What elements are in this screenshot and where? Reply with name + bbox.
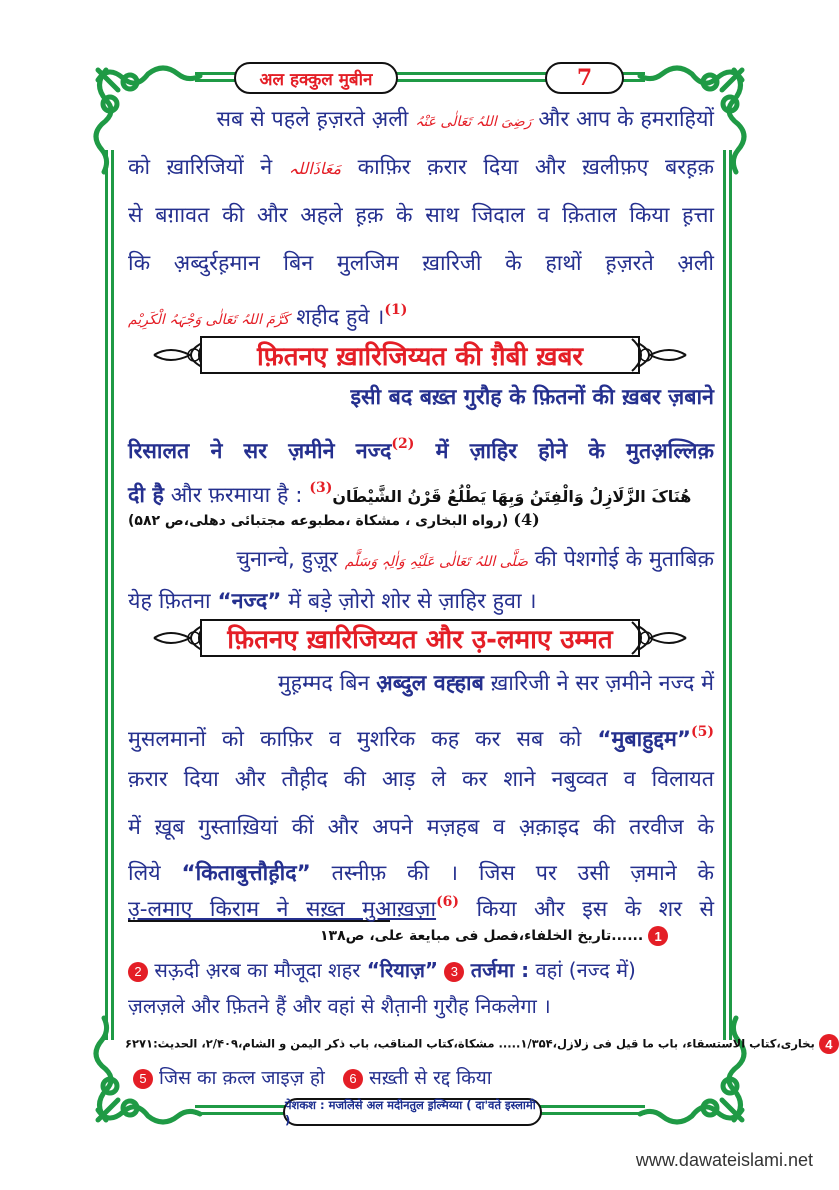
paragraph-3-line-1: चुनान्चे, हुज़ूर صَلَّی اللہُ تَعَالٰی عَلَیْہِ وَاٰلِہٖ وَسَلَّم की पेशगोई के मुताबिक़ (236, 547, 714, 572)
honorific-arabic: رَضِیَ اللہُ تَعَالٰی عَنْہُ (415, 114, 532, 130)
paragraph-2-line-3: दी है और फ़रमाया है : ھُنَاکَ الزَّلَازِلُ وَالْفِتَنُ وَبِھَا یَطْلُعُ قَرْنُ الشَّیْطَان$^{(3)}$ (128, 480, 692, 508)
footnote-4: بخاری،کتاب الاستسقاء، باب ما قیل فی زلازل،۱/۳۵۴..... مشکاة،کتاب المناقب، باب ذکر الیمن و الشام،۲/۴۰۹، الحدیث:۶۲۷۱ 4 (125, 1034, 839, 1054)
paragraph-2-line-4 (128, 500, 714, 540)
paragraph-1-line-2: को ख़ारिजियों ने مَعَاذَاللہ काफ़िर क़रार दिया और ख़लीफ़ए बरह़क़ (128, 155, 714, 180)
footnote-number-5: 5 (133, 1069, 153, 1089)
paragraph-1-line-5: کَرَّمَ اللہُ تَعَالٰی وَجْہَہُ الْکَرِیْم शहीद हुवे ।$^{(1)}$ (128, 302, 408, 330)
paragraph-2-line-2: रिसालत ने सर ज़मीने नज्द$^{(2)}$ में ज़ाहिर होने के मुतअ़ल्लिक़ (128, 436, 714, 464)
corner-ornament-bottom-right-icon (632, 1010, 752, 1130)
border-left-outer (105, 150, 108, 1040)
footnote-number-6: 6 (343, 1069, 363, 1089)
website-link[interactable]: www.dawateislami.net (635, 1150, 813, 1170)
paragraph-4-line-2: मुसलमानों को काफ़िर व मुशरिक कह कर सब को “मुबाहुद्दम”$^{(5)}$ (128, 724, 714, 752)
book-title: अल हक्कुल मुबीन (234, 62, 398, 94)
paragraph-4-line-5: लिये “किताबुत्तौह़ीद” तस्नीफ़ की । जिस पर उसी ज़माने के (128, 861, 714, 886)
section-heading-2: फ़ितनए ख़ारिजिय्यत और उ़-लमाए उम्मत (150, 616, 690, 660)
footnote-2-3: 2 सऊ़दी अ़रब का मौजूदा शहर “रियाज़” 3 तर्जमा : वहां (नज्द में) (128, 956, 636, 983)
banner-scroll-right-icon (630, 616, 690, 660)
footnote-ref-1[interactable]: (1) (384, 302, 408, 318)
publisher-credit: पेशकश : मजलिसे अल मदीनतुल इ़ल्मिय्या ( दा'वते इस्लामी ) (283, 1098, 542, 1126)
paragraph-1-line-1: सब से पहले ह़ज़रते अ़ली رَضِیَ اللہُ تَعَالٰی عَنْہُ और आप के हमराहियों (216, 107, 714, 132)
footnote-5-6: 5 जिस का क़त्ल जाइज़ हो 6 सख़्ती से रद्द किया (133, 1064, 492, 1090)
border-right-outer (729, 150, 732, 1040)
honorific-arabic: کَرَّمَ اللہُ تَعَالٰی وَجْہَہُ الْکَرِیْم (128, 312, 290, 328)
section-heading-1: फ़ितनए ख़ारिजिय्यत की ग़ैबी ख़बर (150, 333, 690, 377)
page-number: 7 (545, 62, 624, 94)
paragraph-4-line-1: मुह़म्मद बिन अ़ब्दुल वह्हाब ख़ारिजी ने सर ज़मीने नज्द में (277, 671, 714, 696)
paragraph-3-line-2: येह फ़ितना “नज्द” में बड़े ज़ोरो शोर से ज़ाहिर हुवा । (128, 589, 537, 614)
footnote-ref-4[interactable]: (4) (513, 510, 540, 529)
border-left-inner (111, 150, 114, 1040)
footnote-number-2: 2 (128, 962, 148, 982)
footnote-ref-5[interactable]: (5) (691, 724, 714, 740)
footnote-ref-6[interactable]: (6) (436, 894, 460, 910)
paragraph-2-line-1: इसी बद बख़्त गुरौह के फ़ितनों की ख़बर ज़बाने (350, 385, 714, 410)
footnote-number-3: 3 (444, 962, 464, 982)
border-right-inner (723, 150, 726, 1040)
banner-scroll-right-icon (630, 333, 690, 377)
paragraph-1-line-4: कि अ़ब्दुर्रह़मान बिन मुलजिम ख़ारिजी के हाथों ह़ज़रते अ़ली (128, 251, 714, 276)
footnote-number-1: 1 (648, 926, 668, 946)
paragraph-4-line-3: क़रार दिया और तौह़ीद की आड़ ले कर शाने नबुव्वत व विलायत (128, 767, 714, 792)
hadith-arabic: ھُنَاکَ الزَّلَازِلُ وَالْفِتَنُ وَبِھَا یَطْلُعُ قَرْنُ الشَّیْطَان (332, 487, 692, 506)
maazallah-arabic: مَعَاذَاللہ (288, 159, 342, 178)
hadith-reference-arabic: (رواه البخاری ، مشکاة ،مطبوعه مجتبائی دهلی،ص ۵۸۲) (128, 513, 509, 529)
footnote-ref-2[interactable]: (2) (391, 436, 415, 452)
salawat-arabic: صَلَّی اللہُ تَعَالٰی عَلَیْہِ وَاٰلِہٖ وَسَلَّم (344, 554, 528, 570)
paragraph-4-last-line: उ़-लमाए किराम ने सख़्त मुआख़ज़ा$^{(6)}$ किया और इस के शर से (128, 894, 714, 922)
footnote-ref-3[interactable]: (3) (309, 480, 333, 496)
paragraph-1-line-3: से बग़ावत की और अहले ह़क़ के साथ जिदाल व क़िताल किया ह़त्ता (128, 203, 714, 228)
footnote-1: تاریخ الخلفاء،فصل فی مبایعة علی، ص۱۳۸...... 1 (320, 926, 668, 946)
footnote-3-continued: ज़लज़ले और फ़ितने हैं और वहां से शैत़ानी गुरौह निकलेगा । (128, 994, 551, 1018)
paragraph-4-line-4: में ख़ूब गुस्ताख़ियां कीं और अपने मज़हब व अ़क़ाइद की तरवीज के (128, 815, 714, 840)
footnote-number-4: 4 (819, 1034, 839, 1054)
